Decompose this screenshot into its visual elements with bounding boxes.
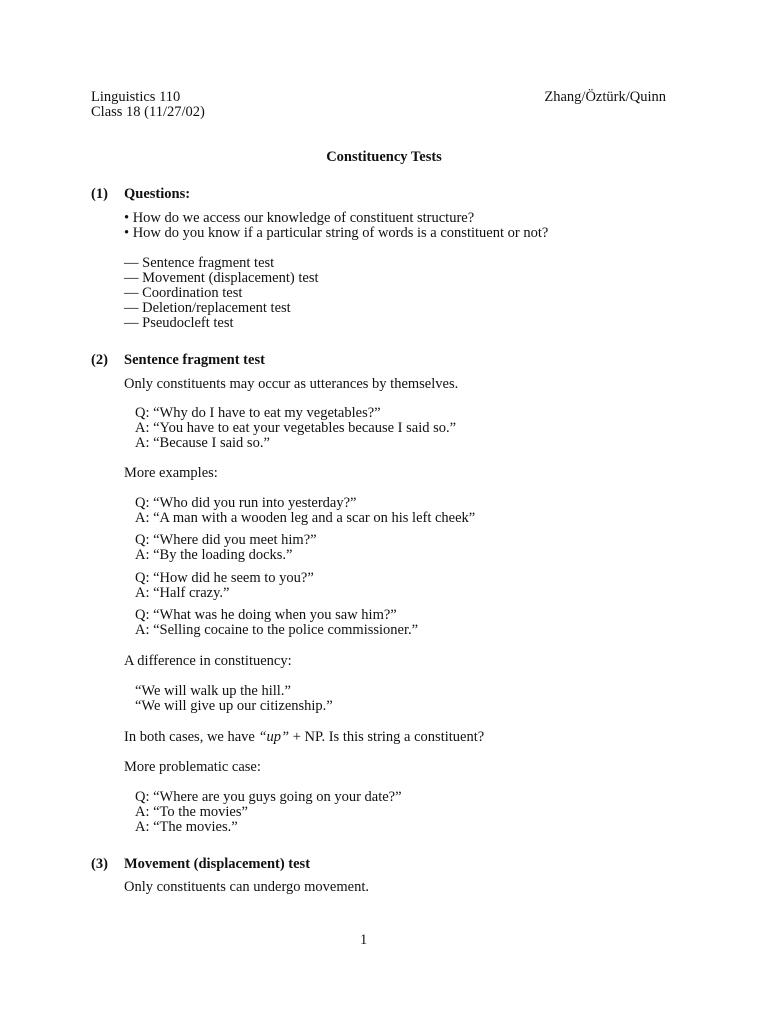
authors: Zhang/Öztürk/Quinn <box>544 89 666 105</box>
section3-intro: Only constituents can undergo movement. <box>124 879 369 895</box>
difference-example: “We will give up our citizenship.” <box>135 698 333 714</box>
section2-number: (2) <box>91 352 108 368</box>
more-examples-label: More examples: <box>124 465 218 481</box>
test-list-item: — Coordination test <box>124 285 243 301</box>
example-question: Q: “Where did you meet him?” <box>135 532 317 548</box>
section1-heading: Questions: <box>124 186 191 202</box>
both-cases-pre: In both cases, we have <box>124 729 259 745</box>
example-answer: A: “A man with a wooden leg and a scar on his left cheek” <box>135 510 476 526</box>
section3-number: (3) <box>91 856 108 872</box>
dialog-line: A: “To the movies” <box>135 804 248 820</box>
example-question: Q: “What was he doing when you saw him?” <box>135 607 397 623</box>
test-list-item: — Movement (displacement) test <box>124 270 319 286</box>
page-title: Constituency Tests <box>326 149 442 165</box>
test-list-item: — Pseudocleft test <box>124 315 234 331</box>
section1-number: (1) <box>91 186 108 202</box>
course-title: Linguistics 110 <box>91 89 181 105</box>
example-answer: A: “By the loading docks.” <box>135 547 293 563</box>
test-list-item: — Deletion/replacement test <box>124 300 291 316</box>
dialog-line: A: “You have to eat your vegetables because I said so.” <box>135 420 457 436</box>
test-list-item: — Sentence fragment test <box>124 255 275 271</box>
difference-example: “We will walk up the hill.” <box>135 683 291 699</box>
up-term: “up” <box>258 729 290 745</box>
both-cases-sentence <box>124 730 484 745</box>
page-number: 1 <box>360 932 368 948</box>
example-answer: A: “Selling cocaine to the police commissioner.” <box>135 622 419 638</box>
section2-heading: Sentence fragment test <box>124 352 265 368</box>
example-answer: A: “Half crazy.” <box>135 585 230 601</box>
dialog-line: A: “Because I said so.” <box>135 435 270 451</box>
both-cases-post: + NP. Is this string a constituent? <box>289 729 485 745</box>
class-line: Class 18 (11/27/02) <box>91 104 205 120</box>
dialog-line: Q: “Where are you guys going on your date?” <box>135 789 402 805</box>
problematic-label: More problematic case: <box>124 759 261 775</box>
bullet-item: • How do we access our knowledge of constituent structure? <box>124 210 475 226</box>
bullet-item: • How do you know if a particular string of words is a constituent or not? <box>124 225 549 241</box>
example-question: Q: “Who did you run into yesterday?” <box>135 495 357 511</box>
dialog-line: A: “The movies.” <box>135 819 238 835</box>
section3-heading: Movement (displacement) test <box>124 856 311 872</box>
example-question: Q: “How did he seem to you?” <box>135 570 314 586</box>
difference-label: A difference in constituency: <box>124 653 292 669</box>
section2-intro: Only constituents may occur as utterances by themselves. <box>124 376 459 392</box>
dialog-line: Q: “Why do I have to eat my vegetables?” <box>135 405 381 421</box>
